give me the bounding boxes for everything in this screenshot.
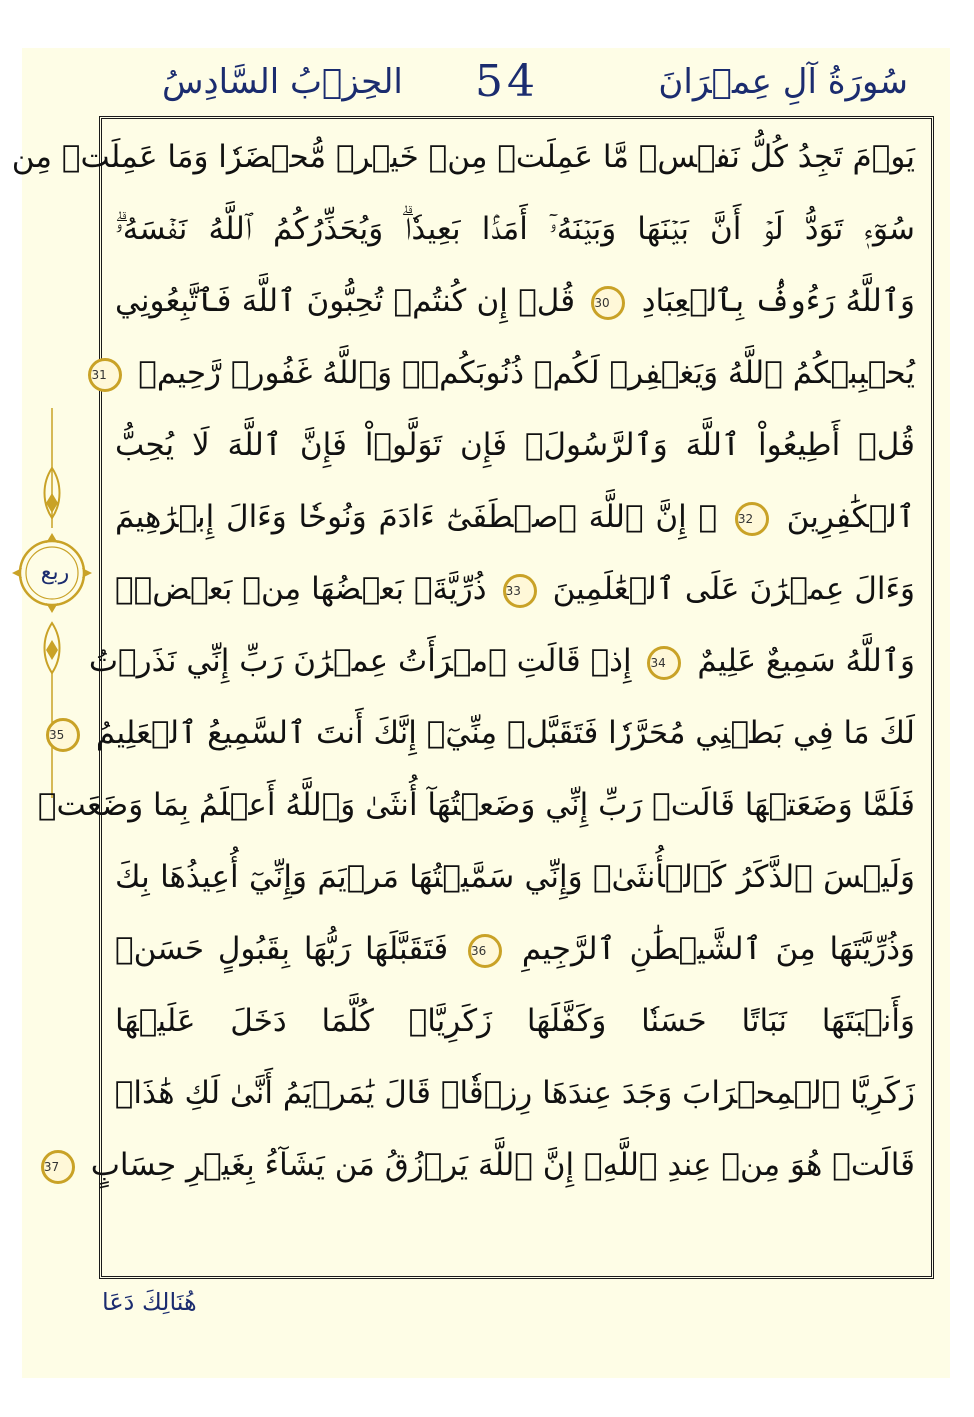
verse-text: وَأَنۢبَتَهَا نَبَاتًا حَسَنٗا وَكَفَّلَهَا زَكَرِيَّاۖ كُلَّمَا دَخَلَ عَلَيۡهَا xyxy=(115,1003,915,1039)
page-header xyxy=(22,48,950,116)
page-number: 54 xyxy=(475,56,539,107)
ayah-marker: 34 xyxy=(647,646,681,680)
verse-text: قُلۡ أَطِيعُواْ ٱللَّهَ وَٱلرَّسُولَۖ فَإِن تَوَلَّوۡاْ فَإِنَّ ٱللَّهَ لَا يُحِبُّ xyxy=(115,427,915,463)
text-line xyxy=(37,769,915,841)
ayah-marker: 30 xyxy=(591,286,625,320)
text-line xyxy=(115,193,915,265)
verse-text: يَوۡمَ تَجِدُ كُلُّ نَفۡسٖ مَّا عَمِلَتۡ مِنۡ خَيۡرٖ مُّحۡضَرٗا وَمَا عَمِلَتۡ مِن xyxy=(11,139,915,175)
verse-text: فَلَمَّا وَضَعَتۡهَا قَالَتۡ رَبِّ إِنِّي وَضَعۡتُهَآ أُنثَىٰ وَٱللَّهُ أَعۡلَمُ بِمَا وَضَعَتۡ xyxy=(37,787,915,823)
text-line xyxy=(43,1129,915,1201)
verse-text: وَٱللَّهُ سَمِيعٌ عَلِيمٌ xyxy=(697,643,915,679)
ayah-marker: 37 xyxy=(41,1150,75,1184)
ayah-marker: 33 xyxy=(503,574,537,608)
ayah-marker: 32 xyxy=(735,502,769,536)
ayah-marker: 36 xyxy=(468,934,502,968)
verse-text: وَلَيۡسَ ٱلذَّكَرُ كَٱلۡأُنثَىٰۖ وَإِنِّي سَمَّيۡتُهَا مَرۡيَمَ وَإِنِّيٓ أُعِيذُهَا بِكَ xyxy=(115,859,915,895)
verse-text: قَالَتۡ هُوَ مِنۡ عِندِ ٱللَّهِۖ إِنَّ ٱللَّهَ يَرۡزُقُ مَن يَشَآءُ بِغَيۡرِ حِسَابٍ xyxy=(90,1147,915,1183)
text-line xyxy=(115,985,915,1057)
verse-text: ٱلۡكَٰفِرِينَ xyxy=(786,499,915,535)
text-line xyxy=(48,697,915,769)
mushaf-page xyxy=(11,48,950,1378)
ayah-marker: 35 xyxy=(46,718,80,752)
verse-text: لَكَ مَا فِي بَطۡنِي مُحَرَّرٗا فَتَقَبَّلۡ مِنِّيٓۖ إِنَّكَ أَنتَ ٱلسَّمِيعُ ٱلۡعَلِيمُ xyxy=(95,715,915,751)
text-line xyxy=(115,841,915,913)
verse-text: ۞ إِنَّ ٱللَّهَ ٱصۡطَفَىٰٓ ءَادَمَ وَنُوحٗا وَءَالَ إِبۡرَٰهِيمَ xyxy=(115,499,718,535)
text-line xyxy=(88,625,915,697)
hizb-label: الحِزۡبُ السَّادِسُ xyxy=(162,62,403,102)
verse-text: وَذُرِّيَّتَهَا مِنَ ٱلشَّيۡطَٰنِ ٱلرَّجِيمِ xyxy=(521,931,916,967)
text-line xyxy=(115,265,915,337)
surah-name: سُورَةُ آلِ عِمۡرَانَ xyxy=(658,62,908,102)
text-line xyxy=(115,913,915,985)
verse-text: قُلۡ إِن كُنتُمۡ تُحِبُّونَ ٱللَّهَ فَٱتَّبِعُونِي xyxy=(115,283,576,319)
verse-text: يُحۡبِبۡكُمُ ٱللَّهُ وَيَغۡفِرۡ لَكُمۡ ذُنُوبَكُمۡۚ وَٱللَّهُ غَفُورٞ رَّحِيمٞ xyxy=(138,355,915,391)
rub-label: ربع xyxy=(40,560,70,585)
verse-text: إِذۡ قَالَتِ ٱمۡرَأَتُ عِمۡرَٰنَ رَبِّ إِنِّي نَذَرۡتُ xyxy=(88,643,632,679)
text-line xyxy=(115,553,915,625)
ayah-marker: 31 xyxy=(88,358,122,392)
verse-text: زَكَرِيَّا ٱلۡمِحۡرَابَ وَجَدَ عِندَهَا رِزۡقٗاۖ قَالَ يَٰمَرۡيَمُ أَنَّىٰ لَكِ هَٰذَاۖ xyxy=(114,1075,915,1111)
verse-text: فَتَقَبَّلَهَا رَبُّهَا بِقَبُولٍ حَسَنٖ xyxy=(115,931,449,967)
verse-text: وَءَالَ عِمۡرَٰنَ عَلَى ٱلۡعَٰلَمِينَ xyxy=(552,571,916,607)
verse-text: وَٱللَّهُ رَءُوفُۢ بِٱلۡعِبَادِ xyxy=(641,283,915,319)
text-line xyxy=(115,1057,915,1129)
text-line xyxy=(115,409,915,481)
text-line xyxy=(91,337,915,409)
verse-text: ذُرِّيَّةَۢ بَعۡضُهَا مِنۢ بَعۡضٖۗ xyxy=(115,571,487,607)
text-line xyxy=(11,121,915,193)
verse-text: سُوٓءٖ تَوَدُّ لَوۡ أَنَّ بَيۡنَهَا وَبَيۡنَهُۥٓ أَمَدَۢا بَعِيدٗاۗ وَيُحَذِّرُكُمُ ٱللَّهُ نَفۡسَهُۥۗ xyxy=(115,211,915,247)
text-line xyxy=(115,481,915,553)
catchword: هُنَالِكَ دَعَا xyxy=(102,1288,197,1316)
